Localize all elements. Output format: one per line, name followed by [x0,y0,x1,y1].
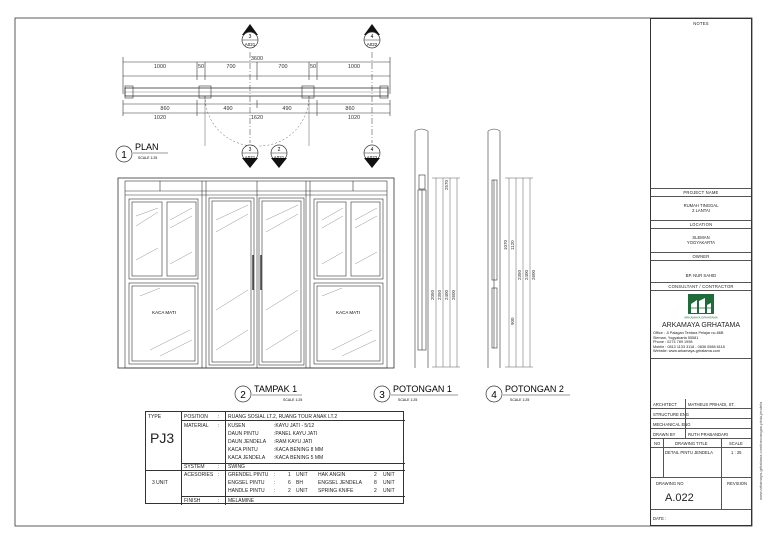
potongan2-label [486,384,570,402]
dim-bot2-3: 1020 [347,115,361,121]
section-marker-5 [364,145,380,168]
drawing-no: A.022 [665,492,694,504]
unit-value: 3 UNIT [152,480,168,486]
project-name [651,197,751,221]
potongan2-title: POTONGAN 2 [505,384,564,394]
acc-2-u: UNIT [296,488,308,494]
structure-label: STRUCTURE ENG [653,412,690,417]
drawn-name: RUTH PRABANDARI [688,432,729,437]
revision-label: REVISION [727,481,748,486]
acc-1-name2: ENGSEL JENDELA [318,480,362,486]
owner-header: OWNER [651,253,751,261]
finish-value: MELAMINE [228,498,255,504]
project-name-line2: 2 LANTAI [692,208,710,213]
s1-dim-5: 2570 [444,179,449,190]
material-4-val: :KACA BENING 5 MM [274,455,324,461]
project-name-header: PROJECT NAME [651,189,751,197]
tampak-scale: SCALE 1:25 [283,398,303,402]
section-marker-4 [271,145,287,168]
s1-dim-1: 2050 [430,289,435,300]
dim-top-2: 50 [197,64,205,70]
section-1-view [415,129,460,368]
type-value: PJ3 [150,430,175,446]
dim-bot-4: 860 [345,106,355,112]
marker-ref: A021 [244,42,256,47]
dim-bot-2: 490 [223,106,233,112]
marker-ref: A021 [244,155,256,160]
marker-num: 4 [370,147,374,153]
acc-2-u2: UNIT [383,488,395,494]
marker-ref: A022 [366,42,378,47]
s1-dim-3: 2400 [444,289,449,300]
position-label: POSITION [184,414,208,420]
section-marker-1 [242,24,258,48]
acc-1-u2: UNIT [383,480,395,486]
potongan1-title: POTONGAN 1 [393,384,452,394]
acc-0-name2: HAK ANGIN [318,472,346,478]
drawing-title-header-row [651,439,751,448]
marker-num: 2 [277,147,281,153]
marker-ref: A022 [366,155,378,160]
no-label: NO [654,441,661,446]
acc-0-qty2: 2 [374,472,377,478]
location-line2: YOGYAKARTA [686,240,716,245]
architect-label: ARCHITECT [653,402,677,407]
drawing-no-row [651,478,751,510]
dim-bot-1: 860 [160,106,170,112]
material-1: DAUN PINTU [228,431,259,437]
acc-1-u: BH [296,480,303,486]
mechanical-row [651,419,751,429]
acc-1-qty2: 8 [374,480,377,486]
potongan1-label [374,384,458,402]
company-name: ARKAMAYA GRHATAMA [661,322,741,329]
watermark: www.arkamaya-grhatama.com/rancangan-pintu-jendela [758,401,763,500]
tampak-label [235,384,302,402]
logo-text: ARKAMAYA GRHATAMA [684,315,718,320]
s2-dim-1: 1070 [503,239,508,250]
s1-dim-2: 2350 [437,289,442,300]
material-3: KACA PINTU [228,447,258,453]
acc-label: ACESORIES [184,472,214,478]
material-2-val: :RAM KAYU JATI [274,439,313,445]
acc-0-name: GRENDEL PINTU [228,472,269,478]
material-2: DAUN JENDELA [228,439,267,445]
s2-dim-5: 2600 [531,269,536,280]
material-label: MATERIAL [184,423,209,429]
scale-label: SCALE [729,441,743,446]
consultant-header: CONSULTANT / CONTRACTOR [651,283,751,291]
position-value: RUANG SOSIAL LT.2, RUANG TOUR ANAK LT.2 [228,414,338,420]
plan-num: 1 [121,150,127,161]
dim-top-5: 50 [309,64,317,70]
acc-2-name: HANDLE PINTU [228,488,265,494]
drawing-title: DETAIL PINTU JENDELA [665,450,713,455]
elevation-view [118,178,394,368]
plan-label [116,142,168,162]
dim-top-3: 700 [226,64,236,70]
material-4: KACA JENDELA [228,455,266,461]
glass-hatch [136,205,377,356]
dim-bot2-1: 1020 [153,115,167,121]
acc-0-qty: 1 [288,472,291,478]
acc-1-qty: 6 [288,480,291,486]
potongan1-num: 3 [379,390,385,401]
phone-line: Phone : 0274 789 1998 [653,340,693,345]
potongan2-scale: SCALE 1:25 [510,398,530,402]
location [651,229,751,253]
material-0: KUSEN [228,423,246,429]
drawing-scale: 1 : 25 [731,450,742,455]
dim-bot-3: 490 [282,106,292,112]
s2-dim-2: 1120 [510,240,515,250]
title-block [650,18,752,526]
drawing-title-row [651,448,751,478]
drawn-label: DRAWN BY [653,432,676,437]
plan-title: PLAN [135,142,159,152]
spec-table: TYPE PJ3 POSITION : RUANG SOSIAL LT.2, RUANG TOUR ANAK LT.2 MATERIAL : KUSEN :KAYU JATI - 5/12 DAUN PINTU :PANEL KAYU JATI DAUN JENDELA :RAM KAYU JATI KACA PINTU :KACA BENING 8 MM KACA JENDELA :KACA BENING 5 MM SYSTEM : SWING 3 UNIT ACESORIES : GRENDEL PINTU : 1 UNIT HAK ANGIN 2 UNIT ENGSEL PINTU : 6 BH ENGSEL JENDELA 8 UNIT HANDLE PINTU : 2 UNIT SPRING KNIFE 2 UNIT FINISH : MELAMINE [145,411,404,504]
glass-label-right: KACA MATI [336,310,360,315]
mechanical-label: MECHANICAL ENG [653,422,691,427]
location-line1: SLEMAN [692,235,710,240]
plan-scale: SCALE 1:25 [138,156,158,160]
mobile-line: Mobile : 0813 1133 3118 - 0836 0588 8118 [653,344,725,349]
architect-row [651,399,751,409]
dim-top-1: 1000 [153,64,167,70]
tampak-num: 2 [240,390,246,401]
project-name-line1: RUMAH TINGGAL [683,203,719,208]
dim-total: 3600 [250,56,264,62]
dim-top-4: 700 [278,64,288,70]
acc-0-u2: UNIT [383,472,395,478]
system-value: SWING [228,464,245,470]
finish-label: FINISH [184,498,201,504]
date-row [651,510,751,526]
acc-2-name2: SPRING KNIFE [318,488,354,494]
material-0-val: :KAYU JATI - 5/12 [274,423,315,429]
company-address [653,331,725,354]
marker-num: 3 [248,147,252,153]
marker-num: 3 [248,34,252,40]
company-area [651,291,751,359]
drawn-row [651,429,751,439]
notes-header: NOTES [651,19,751,189]
potongan1-scale: SCALE 1:25 [398,398,418,402]
title-label: DRAWING TITLE [675,441,708,446]
office-line: Sleman, Yogyakarta 55581 [653,335,699,340]
location-header: LOCATION [651,221,751,229]
marker-num: 4 [370,34,374,40]
section-marker-3 [242,145,258,168]
glass-label-left: KACA MATI [152,310,176,315]
dim-top-6: 1000 [347,64,361,70]
owner: BP. NUR SAHID [651,261,751,283]
marker-ref: A021 [273,155,285,160]
architect-name: MATHEUS PRIHADI, ST. [688,402,735,407]
website-line: Website: www.arkamaya-grhatama.com [653,349,721,354]
office-line: Office : Jl Palagan Tentara Pelajar no.86B [653,331,724,335]
company-logo-icon [684,294,718,320]
s2-dim-6: 900 [510,317,515,325]
acc-0-u: UNIT [296,472,308,478]
s2-dim-4: 2400 [524,269,529,280]
acc-1-name: ENGSEL PINTU [228,480,265,486]
structure-row [651,409,751,419]
type-label: TYPE [148,414,162,420]
potongan2-num: 4 [491,390,497,401]
date-label: DATE : [653,516,667,521]
system-label: SYSTEM [184,464,205,470]
tampak-title: TAMPAK 1 [254,384,298,394]
acc-2-qty: 2 [288,488,291,494]
drawing-no-label: DRAWING NO [656,481,684,486]
acc-2-qty2: 2 [374,488,377,494]
section-marker-2 [364,24,380,48]
s2-dim-3: 2350 [517,269,522,280]
section-2-dims [503,239,536,325]
material-1-val: :PANEL KAYU JATI [274,431,318,437]
s1-dim-4: 2600 [451,289,456,300]
dim-bot2-2: 1620 [250,115,264,121]
material-3-val: :KACA BENING 8 MM [274,447,324,453]
